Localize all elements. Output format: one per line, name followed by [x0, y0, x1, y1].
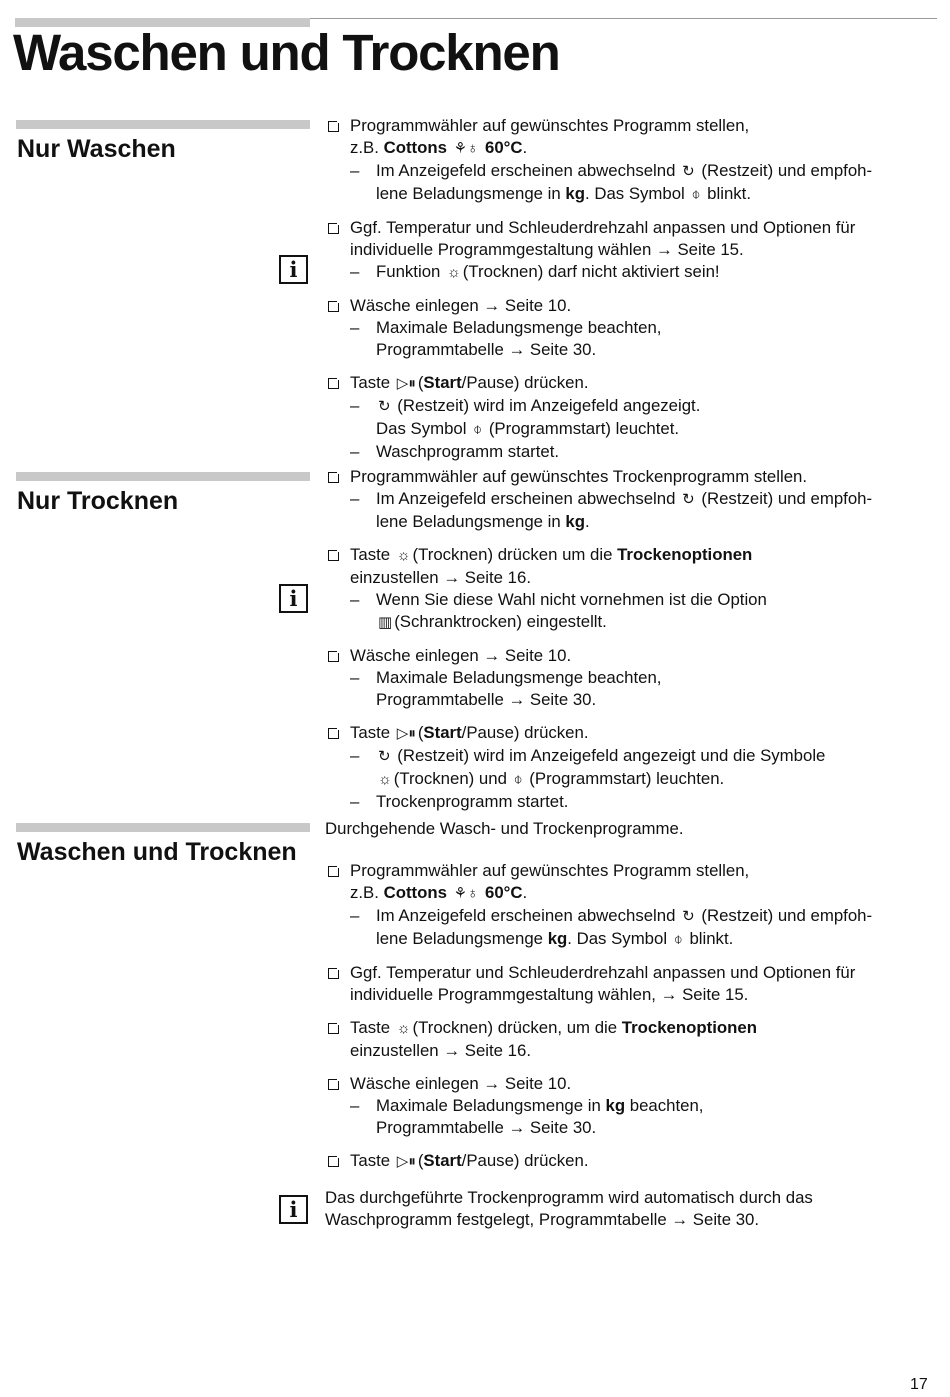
checkbox-bullet-icon — [328, 1079, 339, 1090]
step-item: Taste ▷⏸ (Start/Pause) drücken. — [325, 1150, 937, 1173]
header-rule-thin — [310, 18, 937, 19]
step-item: Taste ▷⏸ (Start/Pause) drücken. – ↻ (Restzeit) wird im Anzeigefeld angezeigt und die Symbole ☼ (Trocknen) und ⌽ (Programmstart) leuchten. – Trockenprogramm startet. — [325, 722, 937, 813]
start-pause-icon: ▷⏸ — [396, 375, 416, 392]
trocknen-icon: ☼ — [447, 264, 461, 281]
step-item: Programmwähler auf gewünschtes Programm stellen, z.B. Cottons ⚘♁ 60°C. – Im Anzeigefeld erscheinen abwechselnd ↻ (Restzeit) und empfoh- lene Beladungsmenge in kg. Das Symbol ⌽ blinkt. — [325, 115, 937, 206]
checkbox-bullet-icon — [328, 968, 339, 979]
step-item: Programmwähler auf gewünschtes Programm stellen, z.B. Cottons ⚘♁ 60°C. – Im Anzeigefeld erscheinen abwechselnd ↻ (Restzeit) und empfoh- lene Beladungsmenge kg. Das Symbol ⌽ blinkt. — [325, 860, 937, 951]
restzeit-icon: ↻ — [682, 908, 695, 925]
step-item: Wäsche einlegen → Seite 10. – Maximale Beladungsmenge beachten, Programmtabelle → Seite 30. — [325, 645, 937, 711]
info-icon: i — [279, 1195, 308, 1224]
arrow-icon: → — [483, 646, 501, 665]
programmstart-icon: ⌽ — [513, 771, 523, 788]
trocknen-icon: ☼ — [396, 547, 411, 564]
section-title-nur-waschen: Nur Waschen — [17, 135, 176, 163]
info-icon: i — [279, 255, 308, 284]
restzeit-icon: ↻ — [682, 491, 695, 508]
checkbox-bullet-icon — [328, 378, 339, 389]
dash-bullet: – — [350, 906, 360, 925]
sub-item: – Im Anzeigefeld erscheinen abwechselnd ↻ (Restzeit) und empfoh- lene Beladungsmenge kg. Das Symbol ⌽ blinkt. — [350, 905, 937, 951]
programmstart-icon: ⌽ — [473, 421, 483, 438]
checkbox-bullet-icon — [328, 121, 339, 132]
arrow-icon: → — [483, 296, 501, 315]
info-note: Das durchgeführte Trockenprogramm wird automatisch durch das Waschprogramm festgelegt, Programmtabelle → Seite 30. — [325, 1188, 813, 1229]
arrow-icon: → — [443, 1041, 461, 1060]
info-icon: i — [279, 584, 308, 613]
dash-bullet: – — [350, 161, 360, 180]
section-bar-nur-waschen — [16, 120, 310, 129]
sub-item: – Funktion ☼ (Trocknen) darf nicht aktiviert sein! — [350, 261, 937, 284]
trocknen-icon: ☼ — [378, 771, 392, 788]
checkbox-bullet-icon — [328, 651, 339, 662]
dash-bullet: – — [350, 1096, 360, 1115]
arrow-icon: → — [483, 1074, 501, 1093]
step-item: Ggf. Temperatur und Schleuderdrehzahl anpassen und Optionen für individuelle Programmgestaltung wählen, → Seite 15. — [325, 962, 937, 1006]
section-bar-nur-trocknen — [16, 472, 310, 481]
arrow-icon: → — [508, 690, 526, 709]
sub-item: – Maximale Beladungsmenge beachten, Programmtabelle → Seite 30. — [350, 318, 662, 359]
sub-item: – Wenn Sie diese Wahl nicht vornehmen ist die Option ▥ (Schranktrocken) eingestellt. — [350, 589, 937, 634]
checkbox-bullet-icon — [328, 301, 339, 312]
checkbox-bullet-icon — [328, 1023, 339, 1034]
checkbox-bullet-icon — [328, 866, 339, 877]
trocknen-icon: ☼ — [396, 1020, 411, 1037]
checkbox-bullet-icon — [328, 223, 339, 234]
restzeit-icon: ↻ — [682, 163, 695, 180]
step-item: Taste ☼ (Trocknen) drücken, um die Trockenoptionen einzustellen → Seite 16. — [325, 1017, 937, 1062]
dash-bullet: – — [350, 746, 360, 765]
sub-item: – Trockenprogramm startet. — [350, 792, 569, 811]
checkbox-bullet-icon — [328, 728, 339, 739]
sub-item: – Maximale Beladungsmenge in kg beachten, Programmtabelle → Seite 30. — [350, 1096, 704, 1137]
section-content-waschen-und-trocknen — [325, 818, 937, 1184]
step-item: Ggf. Temperatur und Schleuderdrehzahl anpassen und Optionen für individuelle Programmgestaltung wählen → Seite 15. – Funktion ☼ (Trocknen) darf nicht aktiviert sein! — [325, 217, 937, 284]
programmstart-icon: ⌽ — [691, 186, 701, 203]
sub-item: – Maximale Beladungsmenge beachten, Programmtabelle → Seite 30. — [350, 668, 662, 709]
restzeit-icon: ↻ — [378, 748, 391, 765]
page-number: 17 — [910, 1376, 928, 1393]
page-title: Waschen und Trocknen — [13, 24, 560, 81]
dash-bullet: – — [350, 396, 360, 415]
dash-bullet: – — [350, 489, 360, 508]
sub-item: – Im Anzeigefeld erscheinen abwechselnd ↻ (Restzeit) und empfoh- lene Beladungsmenge in kg. Das Symbol ⌽ blinkt. — [350, 160, 937, 206]
start-pause-icon: ▷⏸ — [396, 1153, 416, 1170]
checkbox-bullet-icon — [328, 1156, 339, 1167]
section-content-nur-trocknen — [325, 466, 937, 824]
dash-bullet: – — [350, 318, 360, 337]
section-title-nur-trocknen: Nur Trocknen — [17, 487, 179, 515]
dash-bullet: – — [350, 442, 360, 461]
arrow-icon: → — [655, 240, 673, 259]
arrow-icon: → — [508, 1118, 526, 1137]
arrow-icon: → — [508, 340, 526, 359]
checkbox-bullet-icon — [328, 472, 339, 483]
cotton-program-icon: ⚘♁ — [453, 885, 479, 902]
restzeit-icon: ↻ — [378, 398, 391, 415]
sub-item: – Im Anzeigefeld erscheinen abwechselnd ↻ (Restzeit) und empfoh- lene Beladungsmenge in kg. — [350, 489, 873, 531]
step-item: Wäsche einlegen → Seite 10. – Maximale Beladungsmenge in kg beachten, Programmtabelle → Seite 30. — [325, 1073, 937, 1139]
cotton-program-icon: ⚘♁ — [453, 140, 479, 157]
step-item: Taste ☼ (Trocknen) drücken um die Trockenoptionen einzustellen → Seite 16. – Wenn Sie diese Wahl nicht vornehmen ist die Option ▥ (Schranktrocken) eingestellt. — [325, 544, 937, 634]
section-title-waschen-und-trocknen: Waschen und Trocknen — [17, 838, 297, 866]
dash-bullet: – — [350, 590, 360, 609]
dash-bullet: – — [350, 668, 360, 687]
checkbox-bullet-icon — [328, 550, 339, 561]
sub-item: – ↻ (Restzeit) wird im Anzeigefeld angezeigt und die Symbole ☼ (Trocknen) und ⌽ (Programmstart) leuchten. — [350, 745, 937, 791]
sub-item: – ↻ (Restzeit) wird im Anzeigefeld angezeigt. Das Symbol ⌽ (Programmstart) leuchtet. — [350, 395, 937, 441]
dash-bullet: – — [350, 262, 360, 281]
programmstart-icon: ⌽ — [673, 931, 683, 948]
step-item: Programmwähler auf gewünschtes Trockenprogramm stellen. – Im Anzeigefeld erscheinen abwechselnd ↻ (Restzeit) und empfoh- lene Beladungsmenge in kg. — [325, 466, 937, 533]
section-content-nur-waschen — [325, 115, 937, 474]
schranktrocken-icon: ▥ — [378, 614, 393, 631]
sub-item: – Waschprogramm startet. — [350, 442, 560, 461]
step-item: Wäsche einlegen → Seite 10. – Maximale Beladungsmenge beachten, Programmtabelle → Seite 30. — [325, 295, 937, 361]
dash-bullet: – — [350, 792, 360, 811]
arrow-icon: → — [443, 568, 461, 587]
start-pause-icon: ▷⏸ — [396, 725, 416, 742]
arrow-icon: → — [671, 1210, 689, 1229]
section-bar-waschen-und-trocknen — [16, 823, 310, 832]
step-item: Taste ▷⏸ (Start/Pause) drücken. – ↻ (Restzeit) wird im Anzeigefeld angezeigt. Das Symbol ⌽ (Programmstart) leuchtet. – Waschprogramm startet. — [325, 372, 937, 463]
section-intro: Durchgehende Wasch- und Trockenprogramme. — [325, 819, 684, 838]
arrow-icon: → — [660, 985, 678, 1004]
